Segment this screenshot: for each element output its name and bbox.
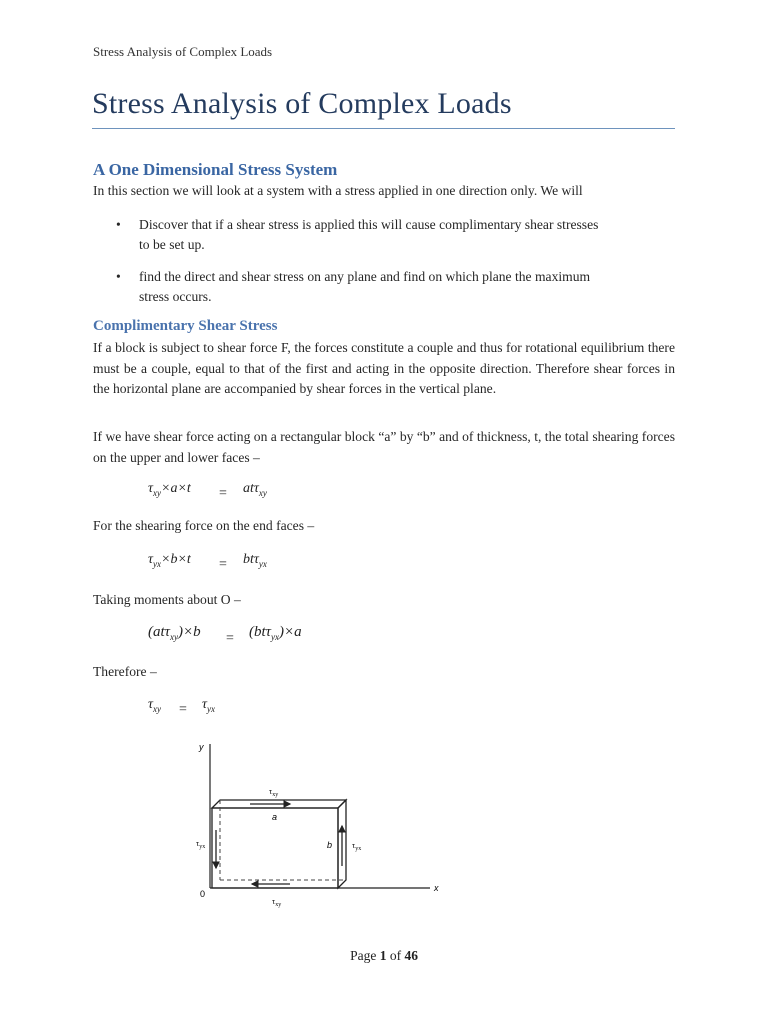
equation-end-faces: $\tau_{yx}\times b\times t$ [148, 552, 191, 569]
bullet-2-line-2: stress occurs. [139, 289, 212, 304]
bullet-1-line-1: Discover that if a shear stress is applied this will cause complimentary shear stresses [139, 217, 599, 232]
bottom-tau-label: $\tau_{xy}$ [272, 897, 282, 908]
bullet-dot-icon: • [116, 217, 121, 232]
top-tau-label: $\tau_{xy}$ [269, 787, 279, 798]
bullet-2-line-1: find the direct and shear stress on any plane and find on which plane the maximum [139, 269, 591, 284]
section-heading-1d-stress: A One Dimensional Stress System [93, 160, 338, 179]
section-heading-complimentary-shear: Complimentary Shear Stress [93, 318, 278, 334]
dimension-b-label: b [327, 840, 333, 850]
bullet-1-line-2: to be set up. [139, 237, 205, 252]
left-tau-label: $\tau_{yx}$ [196, 839, 206, 850]
bullet-dot-icon: • [116, 269, 121, 284]
right-tau-label: $\tau_{yx}$ [352, 841, 362, 852]
equation-upper-lower-faces: $\tau_{xy}\times a\times t$ [148, 481, 191, 498]
equation-rhs: $\tau_{yx}$ [202, 697, 216, 714]
page-title: Stress Analysis of Complex Loads [92, 87, 512, 120]
dimension-a-label: a [272, 812, 278, 822]
total-pages: 46 [404, 948, 418, 963]
equals-sign: = [219, 486, 227, 501]
equation-rhs: atτ$_{xy}$ [243, 481, 267, 498]
y-axis-label: y [199, 742, 204, 752]
label-end-faces: For the shearing force on the end faces – [93, 518, 315, 533]
equals-sign: = [226, 631, 234, 646]
label-therefore: Therefore – [93, 664, 157, 679]
equation-rhs: btτ$_{yx}$ [243, 552, 267, 569]
shear-block-diagram [190, 730, 460, 910]
x-axis-label: x [434, 883, 439, 893]
running-header: Stress Analysis of Complex Loads [93, 44, 273, 59]
paragraph-couple: If a block is subject to shear force F, the forces constitute a couple and thus for rotational equilibrium there must be a couple, equal to that of the first and acting in the opposite direction. Therefore shear forces in the horizontal plane are accompanied by shear forces in the vertical plane. [93, 340, 675, 396]
equation-result: $\tau_{xy}$ [148, 697, 162, 714]
equals-sign: = [179, 702, 187, 717]
equation-moments: (atτ$_{xy}$)×b [148, 624, 201, 642]
title-divider [92, 128, 675, 129]
section-intro: In this section we will look at a system with a stress applied in one direction only. We will [93, 183, 583, 198]
label-moments: Taking moments about O – [93, 592, 241, 607]
equals-sign: = [219, 557, 227, 572]
current-page-number: 1 [379, 948, 387, 963]
origin-label: 0 [200, 889, 206, 899]
equation-rhs: (btτ$_{yx}$)×a [249, 624, 302, 642]
paragraph-rectangular-block: If we have shear force acting on a rectangular block “a” by “b” and of thickness, t, the total shearing forces on the upper and lower faces – [93, 429, 676, 465]
page-footer: Page 1 of 46 [350, 948, 418, 963]
